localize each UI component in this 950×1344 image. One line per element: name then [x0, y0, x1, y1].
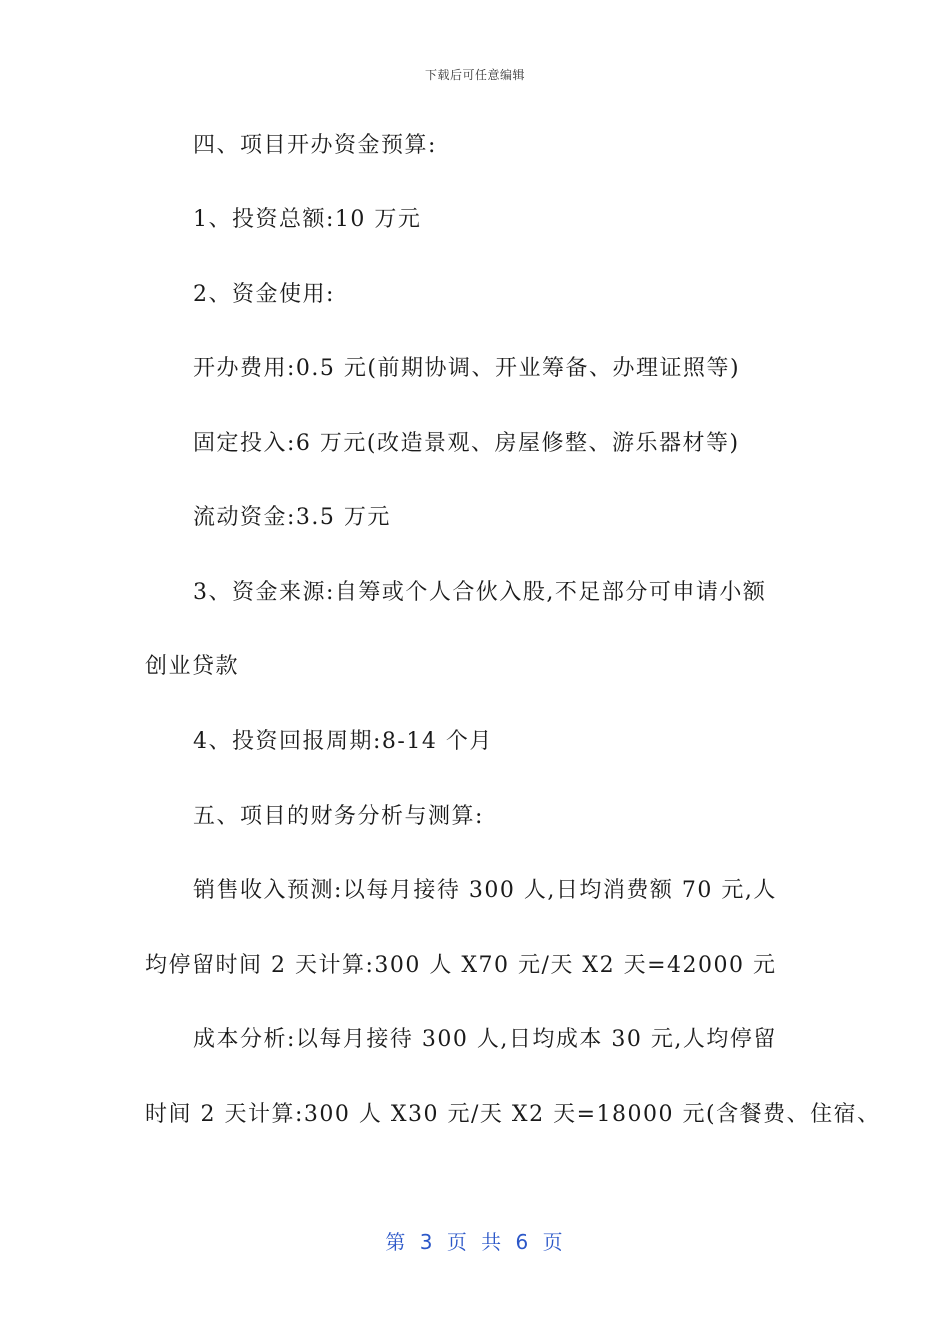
section-heading-finance: 五、项目的财务分析与测算: — [193, 804, 484, 829]
paragraph-working-capital: 流动资金:3.5 万元 — [193, 505, 391, 530]
paragraph-total-investment: 1、投资总额:10 万元 — [193, 207, 422, 232]
paragraph-startup-cost: 开办费用:0.5 元(前期协调、开业筹备、办理证照等) — [193, 356, 741, 381]
paragraph-cost-analysis: 成本分析:以每月接待 300 人,日均成本 30 元,人均停留 — [193, 1027, 777, 1052]
paragraph-fund-source: 3、资金来源:自筹或个人合伙入股,不足部分可申请小额 — [193, 580, 767, 605]
paragraph-sales-forecast-cont: 均停留时间 2 天计算:300 人 X70 元/天 X2 天=42000 元 — [145, 953, 777, 978]
paragraph-cost-analysis-cont: 时间 2 天计算:300 人 X30 元/天 X2 天=18000 元(含餐费、住宿、 — [145, 1102, 881, 1127]
paragraph-fund-source-cont: 创业贷款 — [145, 654, 240, 679]
page-header-note: 下载后可任意编辑 — [424, 68, 525, 82]
page-number: 第 3 页 共 6 页 — [385, 1230, 565, 1254]
paragraph-sales-forecast: 销售收入预测:以每月接待 300 人,日均消费额 70 元,人 — [193, 878, 777, 903]
paragraph-fund-usage: 2、资金使用: — [193, 282, 335, 307]
section-heading-budget: 四、项目开办资金预算: — [193, 133, 437, 158]
paragraph-fixed-investment: 固定投入:6 万元(改造景观、房屋修整、游乐器材等) — [193, 431, 740, 456]
paragraph-payback-period: 4、投资回报周期:8-14 个月 — [193, 729, 493, 754]
